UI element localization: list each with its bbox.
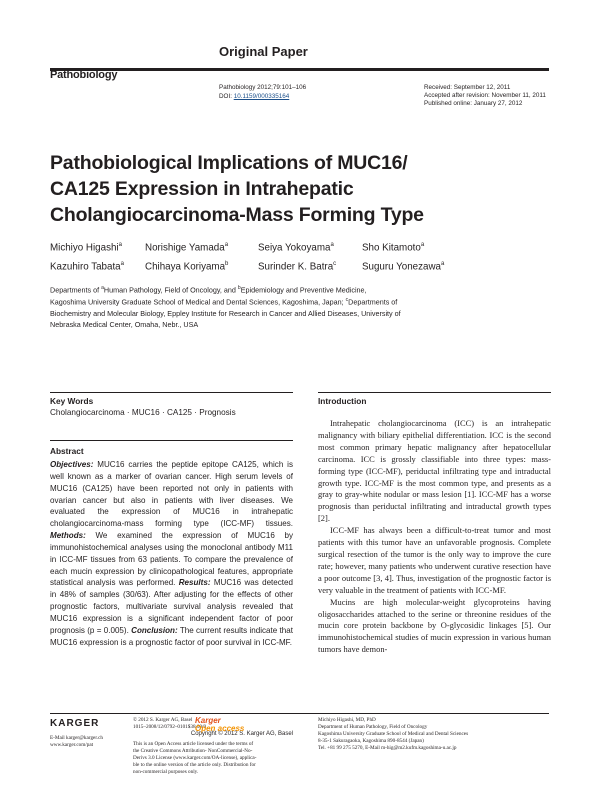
author: Norishige Yamada$^a$	[145, 242, 229, 254]
author: Michiyo Higashi$^a$	[50, 242, 122, 254]
published-date: Published online: January 27, 2012	[424, 100, 523, 107]
doi-line	[219, 93, 289, 100]
divider	[50, 392, 293, 393]
paragraph: ICC-MF has always been a difficult-to-treat tumor and most patients with this tumor have an unfavorable prognosis. Complete surgical resection of the tumor is the only way to improve the cure rate; however, many patients who underwent curative resection have a poor outcome [3, 4]. Thus, investigation of the prognostic factor is very valuable in the treatment of patients with ICC-MF.	[318, 525, 551, 595]
journal-name: Pathobiology	[50, 69, 118, 81]
license-text: This is an Open Access article licensed under the terms of the Creative Commons Attribution- NonCommercial-No- Derivs 3.0 License (www.karger.com/OA-license), applica- ble to the online version of the article only. Distribution for non-commercial purposes only.	[133, 741, 257, 776]
footer-rule	[50, 713, 549, 714]
doi-link[interactable]: 10.1159/000335164	[233, 93, 290, 100]
accepted-date: Accepted after revision: November 11, 2011	[424, 92, 546, 99]
copyright-block: © 2012 S. Karger AG, Basel 1015–2008/12/0792–0101$38.00/0	[133, 717, 207, 731]
affiliations	[50, 283, 550, 330]
title-line: Pathobiological Implications of MUC16/	[50, 152, 408, 174]
keywords-heading: Key Words	[50, 396, 94, 406]
article-title	[50, 150, 490, 228]
author: Suguru Yonezawa$^a$	[362, 261, 445, 273]
paragraph: Intrahepatic cholangiocarcinoma (ICC) is an intrahepatic malignancy with biliary epithelial differentiation. ICC is the second most common primary hepatic malignancy after hepatocellular carcinoma. ICC is grossly classifiable into three types: mass-forming type (ICC-MF), periductal infiltrating type and intraductal growth type. ICC-MF is the most common type, and presents as a gray to gray-white nodular or mass lesion [1]. ICC-MF has a worse prognosis than periductal infiltrating and intraductal growth types [2].	[318, 418, 551, 524]
affiliation-line: Nebraska Medical Center, Omaha, Nebr., USA	[50, 319, 199, 329]
author: Sho Kitamoto$^a$	[362, 242, 425, 254]
affiliation-line: Biochemistry and Molecular Biology, Eppley Institute for Research in Cancer and Allied Diseases, University of	[50, 308, 401, 318]
title-line: Cholangiocarcinoma-Mass Forming Type	[50, 204, 424, 226]
doi-label: DOI:	[219, 93, 234, 100]
abstract-heading: Abstract	[50, 446, 84, 456]
open-access-logo	[195, 717, 253, 733]
author: Kazuhiro Tabata$^a$	[50, 261, 124, 273]
author-list	[50, 242, 550, 276]
paragraph: Mucins are high molecular-weight glycoproteins having oligosaccharides attached to the serine or threonine residues of the mucin core protein backbone by O-glycosidic linkages [5]. Our immunohistochemical studies of mucin expression in various human tumors have demon-	[318, 596, 551, 655]
introduction-heading: Introduction	[318, 396, 367, 406]
introduction-body	[318, 418, 551, 656]
oa-logo-line2: Open access	[195, 724, 245, 733]
divider	[318, 392, 551, 393]
top-rule	[50, 68, 549, 71]
author: Surinder K. Batra$^c$	[258, 261, 337, 273]
title-line: CA125 Expression in Intrahepatic	[50, 178, 354, 200]
copyright: Copyright © 2012 S. Karger AG, Basel	[190, 731, 293, 737]
affiliation-line: Kagoshima University Graduate School of Medical and Dental Sciences, Kagoshima, Japan; $^c$Departments of	[50, 297, 398, 307]
article-type: Original Paper	[219, 44, 308, 59]
author: Chihaya Koriyama$^b$	[145, 261, 229, 273]
keywords-text: Cholangiocarcinoma · MUC16 · CA125 · Prognosis	[50, 408, 236, 417]
publisher-contact	[50, 735, 103, 749]
correspondence: Michiyo Higashi, MD, PhD Department of Human Pathology, Field of Oncology Kagoshima University Graduate School of Medical and Dental Sciences 8-35-1 Sakuragaoka, Kagoshima 890-8544 (Japan) Tel. +81 99 275 5270, E-Mail m-hig@m2.kufm.kagoshima-u.ac.jp	[318, 717, 469, 752]
oa-logo-line1: Karger	[195, 716, 221, 725]
publisher-web[interactable]: www.karger.com/pat	[50, 742, 94, 749]
divider	[50, 440, 293, 441]
author: Seiya Yokoyama$^a$	[258, 242, 334, 254]
abstract-body: Objectives: MUC16 carries the peptide epitope CA125, which is well known as a marker of ovarian cancer. High serum levels of MUC16 (CA125) have been reported not only in patients with ovarian cancer but also in patients with liver diseases. We evaluated the expression of MUC16 in intrahepatic cholangiocarcinoma-mass forming type (ICC-MF) tissues. Methods: We examined the expression of MUC16 by immunohistochemical analyses using the monoclonal antibody M11 in ICC-MF tissues from 63 patients. To compare the prevalence of each mucin expression by clinicopathological features, appropriate statistical analysis was performed. Results: MUC16 was detected in 48% of samples (30/63). After adjusting for the effects of other prognostic factors, multivariate survival analysis revealed that MUC16 expression is a significant independent factor of poor prognosis (p = 0.005). Conclusion: The current results indicate that MUC16 expression is a prognostic factor of poor survival in ICC-MF.	[50, 460, 293, 647]
publisher-email[interactable]: E-Mail karger@karger.ch	[50, 735, 103, 741]
received-date: Received: September 12, 2011	[424, 84, 511, 91]
affiliation-line: Departments of $^a$Human Pathology, Field of Oncology, and $^b$Epidemiology and Preventive Medicine,	[50, 285, 367, 295]
karger-logo: KARGER	[50, 718, 100, 729]
citation: Pathobiology 2012;79:101–106	[219, 84, 307, 91]
